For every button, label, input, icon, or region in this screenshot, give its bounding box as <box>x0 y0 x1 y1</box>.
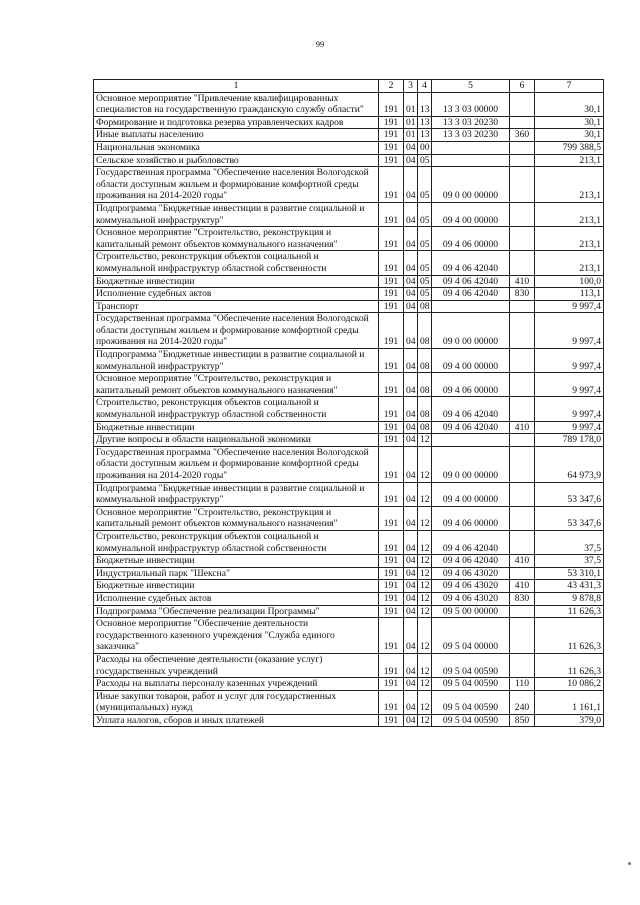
subsection-code: 05 <box>418 288 432 301</box>
amount-value: 9 997,4 <box>535 313 604 349</box>
expense-type-code <box>510 349 535 373</box>
ministry-code: 191 <box>379 482 404 506</box>
ministry-code: 191 <box>379 167 404 203</box>
expense-type-code: 410 <box>510 555 535 568</box>
subsection-code: 12 <box>418 530 432 554</box>
subsection-code: 08 <box>418 349 432 373</box>
target-article-code: 09 4 06 42040 <box>432 421 510 434</box>
amount-value: 9 997,4 <box>535 397 604 421</box>
subsection-code: 12 <box>418 506 432 530</box>
section-code: 04 <box>404 373 418 397</box>
budget-item-name: Основное мероприятие "Строительство, реконструкция и капитальный ремонт объектов коммунального назначения" <box>94 506 379 530</box>
target-article-code: 09 4 06 42040 <box>432 397 510 421</box>
expense-type-code: 240 <box>510 690 535 714</box>
target-article-code: 09 5 04 00590 <box>432 678 510 691</box>
amount-value: 213,1 <box>535 202 604 226</box>
budget-item-name: Основное мероприятие "Привлечение квалифицированных специалистов на государственную гражданскую службу области" <box>94 92 379 116</box>
table-row <box>94 202 604 226</box>
budget-table-body <box>94 80 604 727</box>
table-row <box>94 678 604 691</box>
ministry-code: 191 <box>379 714 404 727</box>
section-code: 04 <box>404 618 418 654</box>
section-code: 04 <box>404 434 418 447</box>
section-code: 01 <box>404 116 418 129</box>
table-row <box>94 129 604 142</box>
ministry-code: 191 <box>379 288 404 301</box>
budget-item-name: Подпрограмма "Бюджетные инвестиции в развитие социальной и коммунальной инфраструктур" <box>94 482 379 506</box>
amount-value: 11 626,3 <box>535 618 604 654</box>
target-article-code: 09 4 06 43020 <box>432 567 510 580</box>
expense-type-code <box>510 92 535 116</box>
target-article-code: 09 4 00 00000 <box>432 202 510 226</box>
amount-value: 37,5 <box>535 555 604 568</box>
subsection-code: 13 <box>418 116 432 129</box>
target-article-code: 09 0 00 00000 <box>432 313 510 349</box>
amount-value: 30,1 <box>535 129 604 142</box>
subsection-code: 12 <box>418 605 432 618</box>
ministry-code: 191 <box>379 678 404 691</box>
subsection-code: 05 <box>418 202 432 226</box>
table-row <box>94 555 604 568</box>
budget-item-name: Формирование и подготовка резерва управленческих кадров <box>94 116 379 129</box>
subsection-code: 08 <box>418 313 432 349</box>
section-code: 04 <box>404 592 418 605</box>
header-cell-2: 2 <box>379 80 404 93</box>
table-row <box>94 421 604 434</box>
budget-item-name: Иные закупки товаров, работ и услуг для государственных (муниципальных) нужд <box>94 690 379 714</box>
ministry-code: 191 <box>379 690 404 714</box>
budget-item-name: Подпрограмма "Обеспечение реализации Программы" <box>94 605 379 618</box>
section-code: 01 <box>404 92 418 116</box>
table-row <box>94 714 604 727</box>
expense-type-code: 830 <box>510 288 535 301</box>
target-article-code: 09 5 04 00590 <box>432 714 510 727</box>
ministry-code: 191 <box>379 421 404 434</box>
subsection-code: 12 <box>418 580 432 593</box>
ministry-code: 191 <box>379 506 404 530</box>
budget-item-name: Бюджетные инвестиции <box>94 275 379 288</box>
amount-value: 10 086,2 <box>535 678 604 691</box>
amount-value: 789 178,0 <box>535 434 604 447</box>
amount-value: 9 997,4 <box>535 300 604 313</box>
expense-type-code: 410 <box>510 580 535 593</box>
section-code: 01 <box>404 129 418 142</box>
target-article-code: 09 4 06 42040 <box>432 530 510 554</box>
budget-item-name: Основное мероприятие "Строительство, реконструкция и капитальный ремонт объектов коммунального назначения" <box>94 227 379 251</box>
ministry-code: 191 <box>379 349 404 373</box>
amount-value: 30,1 <box>535 116 604 129</box>
amount-value: 9 878,8 <box>535 592 604 605</box>
target-article-code: 09 4 00 00000 <box>432 349 510 373</box>
ministry-code: 191 <box>379 530 404 554</box>
ministry-code: 191 <box>379 92 404 116</box>
subsection-code: 05 <box>418 227 432 251</box>
target-article-code: 13 3 03 00000 <box>432 92 510 116</box>
ministry-code: 191 <box>379 605 404 618</box>
table-row <box>94 434 604 447</box>
amount-value: 799 388,5 <box>535 141 604 154</box>
header-cell-6: 6 <box>510 80 535 93</box>
subsection-code: 08 <box>418 421 432 434</box>
table-row <box>94 397 604 421</box>
expense-type-code: 360 <box>510 129 535 142</box>
amount-value: 53 347,6 <box>535 506 604 530</box>
section-code: 04 <box>404 506 418 530</box>
budget-item-name: Уплата налогов, сборов и иных платежей <box>94 714 379 727</box>
expense-type-code <box>510 605 535 618</box>
subsection-code: 08 <box>418 300 432 313</box>
ministry-code: 191 <box>379 251 404 275</box>
amount-value: 213,1 <box>535 167 604 203</box>
subsection-code: 05 <box>418 275 432 288</box>
target-article-code: 09 4 06 00000 <box>432 506 510 530</box>
page-number: 99 <box>315 39 325 49</box>
amount-value: 113,1 <box>535 288 604 301</box>
ministry-code: 191 <box>379 653 404 677</box>
budget-item-name: Бюджетные инвестиции <box>94 580 379 593</box>
amount-value: 30,1 <box>535 92 604 116</box>
table-row <box>94 373 604 397</box>
ministry-code: 191 <box>379 555 404 568</box>
ministry-code: 191 <box>379 275 404 288</box>
budget-item-name: Бюджетные инвестиции <box>94 421 379 434</box>
subsection-code: 13 <box>418 92 432 116</box>
section-code: 04 <box>404 567 418 580</box>
amount-value: 213,1 <box>535 227 604 251</box>
budget-item-name: Транспорт <box>94 300 379 313</box>
ministry-code: 191 <box>379 373 404 397</box>
expense-type-code <box>510 373 535 397</box>
table-header-row <box>94 80 604 93</box>
expense-type-code <box>510 154 535 167</box>
budget-item-name: Расходы на обеспечение деятельности (оказание услуг) государственных учреждений <box>94 653 379 677</box>
ministry-code: 191 <box>379 592 404 605</box>
section-code: 04 <box>404 605 418 618</box>
expense-type-code <box>510 397 535 421</box>
table-row <box>94 580 604 593</box>
header-cell-5: 5 <box>432 80 510 93</box>
budget-item-name: Строительство, реконструкция объектов социальной и коммунальной инфраструктур областной собственности <box>94 251 379 275</box>
expense-type-code: 410 <box>510 421 535 434</box>
ministry-code: 191 <box>379 141 404 154</box>
section-code: 04 <box>404 555 418 568</box>
target-article-code: 09 5 04 00590 <box>432 690 510 714</box>
expense-type-code: 850 <box>510 714 535 727</box>
budget-item-name: Расходы на выплаты персоналу казенных учреждений <box>94 678 379 691</box>
table-row <box>94 592 604 605</box>
subsection-code: 12 <box>418 567 432 580</box>
ministry-code: 191 <box>379 313 404 349</box>
expense-type-code <box>510 482 535 506</box>
table-row <box>94 605 604 618</box>
subsection-code: 12 <box>418 446 432 482</box>
ministry-code: 191 <box>379 129 404 142</box>
table-row <box>94 227 604 251</box>
section-code: 04 <box>404 349 418 373</box>
amount-value: 1 161,1 <box>535 690 604 714</box>
expense-type-code <box>510 116 535 129</box>
expense-type-code <box>510 506 535 530</box>
budget-item-name: Строительство, реконструкция объектов социальной и коммунальной инфраструктур областной собственности <box>94 397 379 421</box>
expense-type-code <box>510 251 535 275</box>
expense-type-code <box>510 313 535 349</box>
target-article-code <box>432 300 510 313</box>
amount-value: 379,0 <box>535 714 604 727</box>
expense-type-code <box>510 202 535 226</box>
target-article-code <box>432 154 510 167</box>
subsection-code: 05 <box>418 167 432 203</box>
ministry-code: 191 <box>379 202 404 226</box>
budget-item-name: Государственная программа "Обеспечение населения Вологодской области доступным жильем и формирование комфортной среды проживания на 2014-2020 годы" <box>94 446 379 482</box>
target-article-code: 09 4 06 00000 <box>432 227 510 251</box>
section-code: 04 <box>404 202 418 226</box>
subsection-code: 12 <box>418 618 432 654</box>
section-code: 04 <box>404 397 418 421</box>
subsection-code: 12 <box>418 555 432 568</box>
expense-type-code: 410 <box>510 275 535 288</box>
header-cell-3: 3 <box>404 80 418 93</box>
subsection-code: 00 <box>418 141 432 154</box>
budget-item-name: Подпрограмма "Бюджетные инвестиции в развитие социальной и коммунальной инфраструктур" <box>94 349 379 373</box>
section-code: 04 <box>404 530 418 554</box>
target-article-code: 13 3 03 20230 <box>432 129 510 142</box>
section-code: 04 <box>404 141 418 154</box>
section-code: 04 <box>404 167 418 203</box>
subsection-code: 12 <box>418 592 432 605</box>
ministry-code: 191 <box>379 434 404 447</box>
target-article-code <box>432 434 510 447</box>
expense-type-code <box>510 567 535 580</box>
budget-item-name: Подпрограмма "Бюджетные инвестиции в развитие социальной и коммунальной инфраструктур" <box>94 202 379 226</box>
subsection-code: 12 <box>418 434 432 447</box>
target-article-code: 09 5 00 00000 <box>432 605 510 618</box>
expense-type-code <box>510 434 535 447</box>
budget-item-name: Строительство, реконструкция объектов социальной и коммунальной инфраструктур областной собственности <box>94 530 379 554</box>
table-row <box>94 446 604 482</box>
table-row <box>94 313 604 349</box>
expense-type-code <box>510 141 535 154</box>
section-code: 04 <box>404 580 418 593</box>
table-row <box>94 567 604 580</box>
section-code: 04 <box>404 154 418 167</box>
table-row <box>94 506 604 530</box>
amount-value: 213,1 <box>535 251 604 275</box>
subsection-code: 13 <box>418 129 432 142</box>
section-code: 04 <box>404 690 418 714</box>
expense-type-code: 830 <box>510 592 535 605</box>
subsection-code: 08 <box>418 373 432 397</box>
ministry-code: 191 <box>379 227 404 251</box>
budget-item-name: Основное мероприятие "Обеспечение деятельности государственного казенного учреждения "Служба единого заказчика" <box>94 618 379 654</box>
ministry-code: 191 <box>379 154 404 167</box>
section-code: 04 <box>404 421 418 434</box>
section-code: 04 <box>404 227 418 251</box>
budget-item-name: Индустриальный парк "Шексна" <box>94 567 379 580</box>
subsection-code: 12 <box>418 714 432 727</box>
target-article-code: 09 0 00 00000 <box>432 446 510 482</box>
table-row <box>94 300 604 313</box>
target-article-code: 09 0 00 00000 <box>432 167 510 203</box>
section-code: 04 <box>404 275 418 288</box>
table-row <box>94 618 604 654</box>
expense-type-code: 110 <box>510 678 535 691</box>
section-code: 04 <box>404 313 418 349</box>
ministry-code: 191 <box>379 397 404 421</box>
amount-value: 100,0 <box>535 275 604 288</box>
target-article-code: 09 4 06 42040 <box>432 288 510 301</box>
ministry-code: 191 <box>379 580 404 593</box>
subsection-code: 05 <box>418 154 432 167</box>
target-article-code: 09 4 06 00000 <box>432 373 510 397</box>
amount-value: 9 997,4 <box>535 373 604 397</box>
expense-type-code <box>510 300 535 313</box>
subsection-code: 05 <box>418 251 432 275</box>
target-article-code <box>432 141 510 154</box>
expense-type-code <box>510 618 535 654</box>
table-row <box>94 482 604 506</box>
header-cell-1: 1 <box>94 80 379 93</box>
table-row <box>94 275 604 288</box>
expense-type-code <box>510 227 535 251</box>
section-code: 04 <box>404 678 418 691</box>
amount-value: 11 626,3 <box>535 653 604 677</box>
ministry-code: 191 <box>379 300 404 313</box>
amount-value: 53 310,1 <box>535 567 604 580</box>
budget-item-name: Основное мероприятие "Строительство, реконструкция и капитальный ремонт объектов коммунального назначения" <box>94 373 379 397</box>
budget-item-name: Сельское хозяйство и рыболовство <box>94 154 379 167</box>
expense-type-code <box>510 530 535 554</box>
ministry-code: 191 <box>379 567 404 580</box>
subsection-code: 12 <box>418 678 432 691</box>
amount-value: 213,1 <box>535 154 604 167</box>
table-row <box>94 530 604 554</box>
table-row <box>94 288 604 301</box>
table-row <box>94 653 604 677</box>
subsection-code: 12 <box>418 690 432 714</box>
expense-type-code <box>510 653 535 677</box>
table-row <box>94 116 604 129</box>
table-row <box>94 251 604 275</box>
budget-item-name: Национальная экономика <box>94 141 379 154</box>
ministry-code: 191 <box>379 116 404 129</box>
amount-value: 9 997,4 <box>535 421 604 434</box>
amount-value: 11 626,3 <box>535 605 604 618</box>
budget-item-name: Другие вопросы в области национальной экономики <box>94 434 379 447</box>
section-code: 04 <box>404 653 418 677</box>
table-row <box>94 167 604 203</box>
section-code: 04 <box>404 446 418 482</box>
amount-value: 37,5 <box>535 530 604 554</box>
budget-table <box>93 79 604 727</box>
subsection-code: 12 <box>418 653 432 677</box>
target-article-code: 09 5 04 00590 <box>432 653 510 677</box>
section-code: 04 <box>404 288 418 301</box>
target-article-code: 09 4 06 43020 <box>432 580 510 593</box>
expense-type-code <box>510 446 535 482</box>
table-row <box>94 349 604 373</box>
amount-value: 53 347,6 <box>535 482 604 506</box>
budget-item-name: Исполнение судебных актов <box>94 592 379 605</box>
target-article-code: 09 5 04 00000 <box>432 618 510 654</box>
ministry-code: 191 <box>379 446 404 482</box>
target-article-code: 09 4 06 42040 <box>432 555 510 568</box>
section-code: 04 <box>404 300 418 313</box>
ministry-code: 191 <box>379 618 404 654</box>
scan-speck-mark <box>628 862 631 865</box>
budget-item-name: Исполнение судебных актов <box>94 288 379 301</box>
section-code: 04 <box>404 714 418 727</box>
subsection-code: 08 <box>418 397 432 421</box>
amount-value: 43 431,3 <box>535 580 604 593</box>
budget-item-name: Иные выплаты населению <box>94 129 379 142</box>
header-cell-7: 7 <box>535 80 604 93</box>
expense-type-code <box>510 167 535 203</box>
budget-item-name: Бюджетные инвестиции <box>94 555 379 568</box>
amount-value: 64 973,9 <box>535 446 604 482</box>
target-article-code: 09 4 00 00000 <box>432 482 510 506</box>
target-article-code: 09 4 06 42040 <box>432 275 510 288</box>
target-article-code: 09 4 06 43020 <box>432 592 510 605</box>
budget-item-name: Государственная программа "Обеспечение населения Вологодской области доступным жильем и формирование комфортной среды проживания на 2014-2020 годы" <box>94 313 379 349</box>
section-code: 04 <box>404 251 418 275</box>
budget-item-name: Государственная программа "Обеспечение населения Вологодской области доступным жильем и формирование комфортной среды проживания на 2014-2020 годы" <box>94 167 379 203</box>
table-row <box>94 690 604 714</box>
section-code: 04 <box>404 482 418 506</box>
table-row <box>94 154 604 167</box>
target-article-code: 09 4 06 42040 <box>432 251 510 275</box>
amount-value: 9 997,4 <box>535 349 604 373</box>
table-row <box>94 92 604 116</box>
target-article-code: 13 3 03 20230 <box>432 116 510 129</box>
table-row <box>94 141 604 154</box>
header-cell-4: 4 <box>418 80 432 93</box>
subsection-code: 12 <box>418 482 432 506</box>
